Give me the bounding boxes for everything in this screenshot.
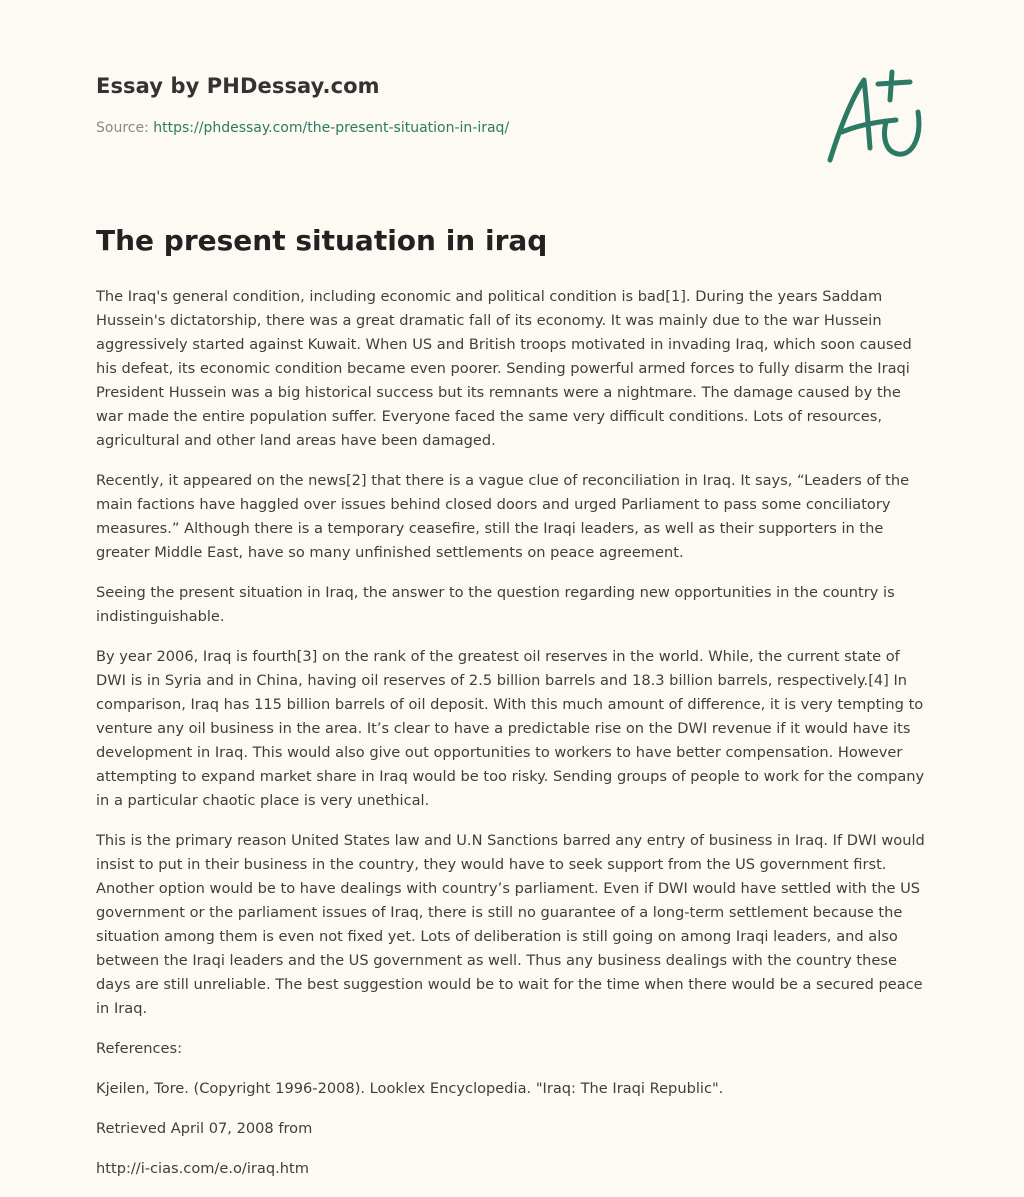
source-label: Source: (96, 120, 149, 136)
paragraph: Seeing the present situation in Iraq, the answer to the question regarding new opportunities in the country is indistinguishable. (96, 584, 895, 625)
a-plus-logo-icon (818, 66, 930, 166)
header (96, 74, 796, 136)
reference-item: Retrieved April 07, 2008 from (96, 1120, 313, 1137)
reference-item: Kjeilen, Tore. (Copyright 1996-2008). Looklex Encyclopedia. "Iraq: The Iraqi Republic". (96, 1080, 724, 1097)
essay-body (96, 285, 932, 1197)
references-heading: References: (96, 1040, 183, 1057)
site-brand: Essay by PHDessay.com (96, 74, 380, 98)
page-title: The present situation in iraq (96, 224, 548, 257)
paragraph: Recently, it appeared on the news[2] that there is a vague clue of reconciliation in Iraq. It says, “Leaders of the main factions have haggled over issues behind closed doors and urged Parliament to pass some conciliatory measures.” Although there is a temporary ceasefire, still the Iraqi leaders, as well as their supporters in the greater Middle East, have so many unfinished settlements on peace agreement. (96, 472, 910, 561)
paragraph: This is the primary reason United States law and U.N Sanctions barred any entry of business in Iraq. If DWI would insist to put in their business in the country, they would have to seek support from the US government first. Another option would be to have dealings with country’s parliament. Even if DWI would have settled with the US government or the parliament issues of Iraq, there is still no guarantee of a long-term settlement because the situation among them is even not fixed yet. Lots of deliberation is still going on among Iraqi leaders, and also between the Iraqi leaders and the US government as well. Thus any business dealings with the country these days are still unreliable. The best suggestion would be to wait for the time when there would be a secured peace in Iraq. (96, 832, 925, 1017)
reference-link[interactable]: http://i-cias.com/e.o/iraq.htm (96, 1160, 309, 1177)
source-line (96, 120, 796, 136)
source-link[interactable]: https://phdessay.com/the-present-situation-in-iraq/ (153, 120, 510, 136)
paragraph: The Iraq's general condition, including economic and political condition is bad[1]. During the years Saddam Hussein's dictatorship, there was a great dramatic fall of its economy. It was mainly due to the war Hussein aggressively started against Kuwait. When US and British troops motivated in invading Iraq, which soon caused his defeat, its economic condition became even poorer. Sending powerful armed forces to fully disarm the Iraqi President Hussein was a big historical success but its remnants were a nightmare. The damage caused by the war made the entire population suffer. Everyone faced the same very difficult conditions. Lots of resources, agricultural and other land areas have been damaged. (96, 288, 912, 449)
paragraph: By year 2006, Iraq is fourth[3] on the rank of the greatest oil reserves in the world. While, the current state of DWI is in Syria and in China, having oil reserves of 2.5 billion barrels and 18.3 billion barrels, respectively.[4] In comparison, Iraq has 115 billion barrels of oil deposit. With this much amount of difference, it is very tempting to venture any oil business in the area. It’s clear to have a predictable rise on the DWI revenue if it would have its development in Iraq. This would also give out opportunities to workers to have better compensation. However attempting to expand market share in Iraq would be too risky. Sending groups of people to work for the company in a particular chaotic place is very unethical. (96, 648, 925, 809)
